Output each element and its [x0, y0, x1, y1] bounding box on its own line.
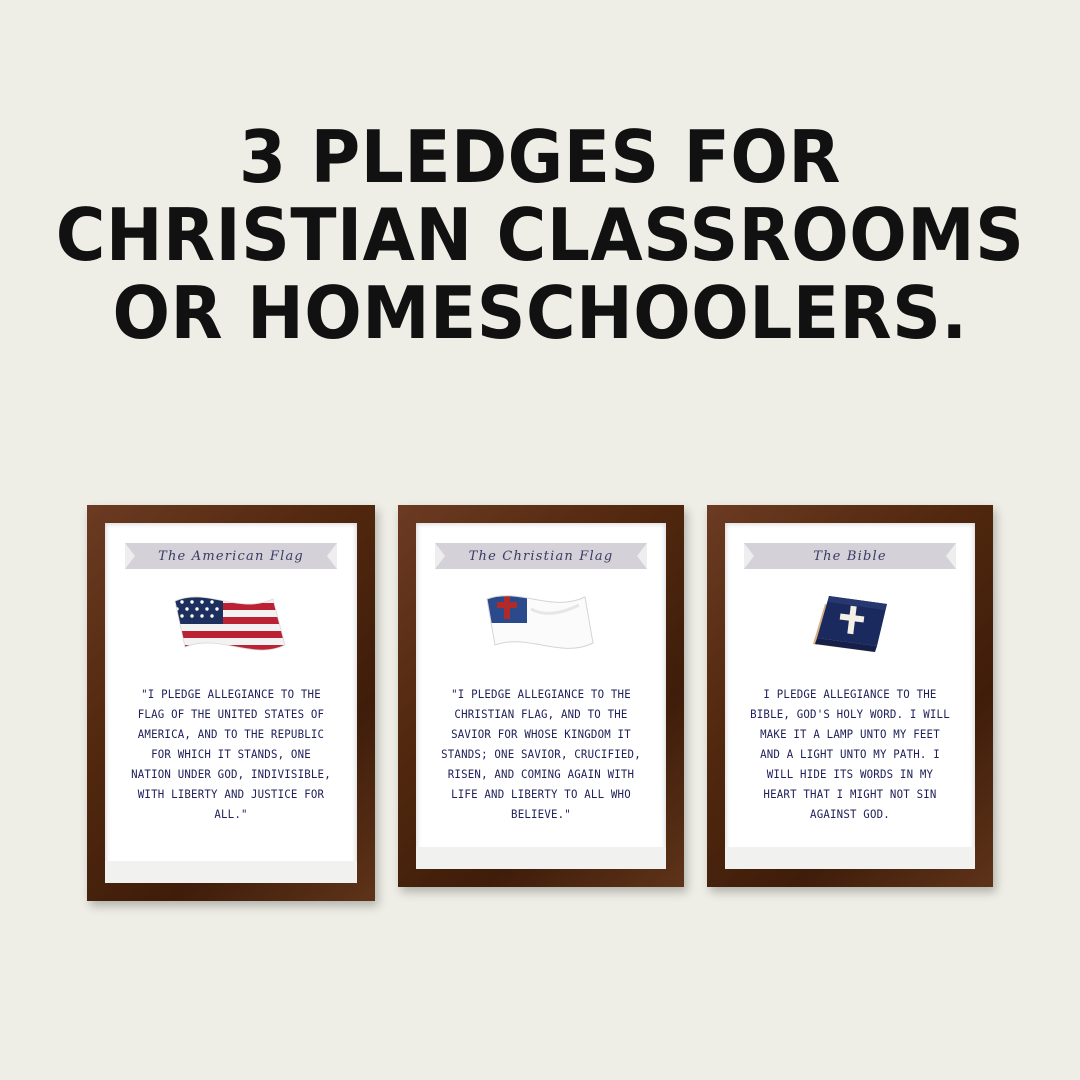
pledge-text: I PLEDGE ALLEGIANCE TO THE BIBLE, GOD'S HOLY WORD. I WILL MAKE IT A LAMP UNTO MY FEET AND A LIGHT UNTO MY PATH. I WILL HIDE ITS WORDS IN MY HEART THAT I MIGHT NOT SIN AGAINST GOD.: [750, 688, 950, 821]
poster-bottom-mat: [725, 847, 975, 869]
poster-bottom-mat: [416, 847, 666, 869]
framed-poster-american-flag: [87, 505, 375, 901]
page-title: [0, 115, 1080, 355]
poster-title-banner: [744, 543, 956, 569]
page-title-line-2: CHRISTIAN CLASSROOMS: [55, 193, 1025, 277]
page-title-line-1: 3 PLEDGES FOR: [239, 115, 841, 199]
poster-canvas: [725, 523, 975, 869]
american-flag-icon: [161, 579, 301, 673]
poster-title-banner: [125, 543, 337, 569]
page-title-line-3: OR HOMESCHOOLERS.: [112, 271, 968, 355]
poster-canvas: [105, 523, 357, 883]
pledge-text: "I PLEDGE ALLEGIANCE TO THE FLAG OF THE UNITED STATES OF AMERICA, AND TO THE REPUBLIC FOR WHICH IT STANDS, ONE NATION UNDER GOD, INDIVISIBLE, WITH LIBERTY AND JUSTICE FOR ALL.": [131, 688, 331, 821]
framed-poster-bible: [707, 505, 993, 887]
poster-title-banner: [435, 543, 647, 569]
christian-flag-icon: [471, 579, 611, 673]
poster-title: The Christian Flag: [468, 548, 614, 564]
poster-title: The American Flag: [158, 548, 304, 564]
poster-title: The Bible: [813, 548, 887, 564]
bible-book-icon: [795, 579, 905, 673]
poster-canvas: [416, 523, 666, 869]
poster-gallery: [0, 505, 1080, 901]
framed-poster-christian-flag: [398, 505, 684, 887]
poster-bottom-mat: [105, 861, 357, 883]
pledge-text: "I PLEDGE ALLEGIANCE TO THE CHRISTIAN FLAG, AND TO THE SAVIOR FOR WHOSE KINGDOM IT STANDS; ONE SAVIOR, CRUCIFIED, RISEN, AND COMING AGAIN WITH LIFE AND LIBERTY TO ALL WHO BELIEVE.": [441, 688, 641, 821]
